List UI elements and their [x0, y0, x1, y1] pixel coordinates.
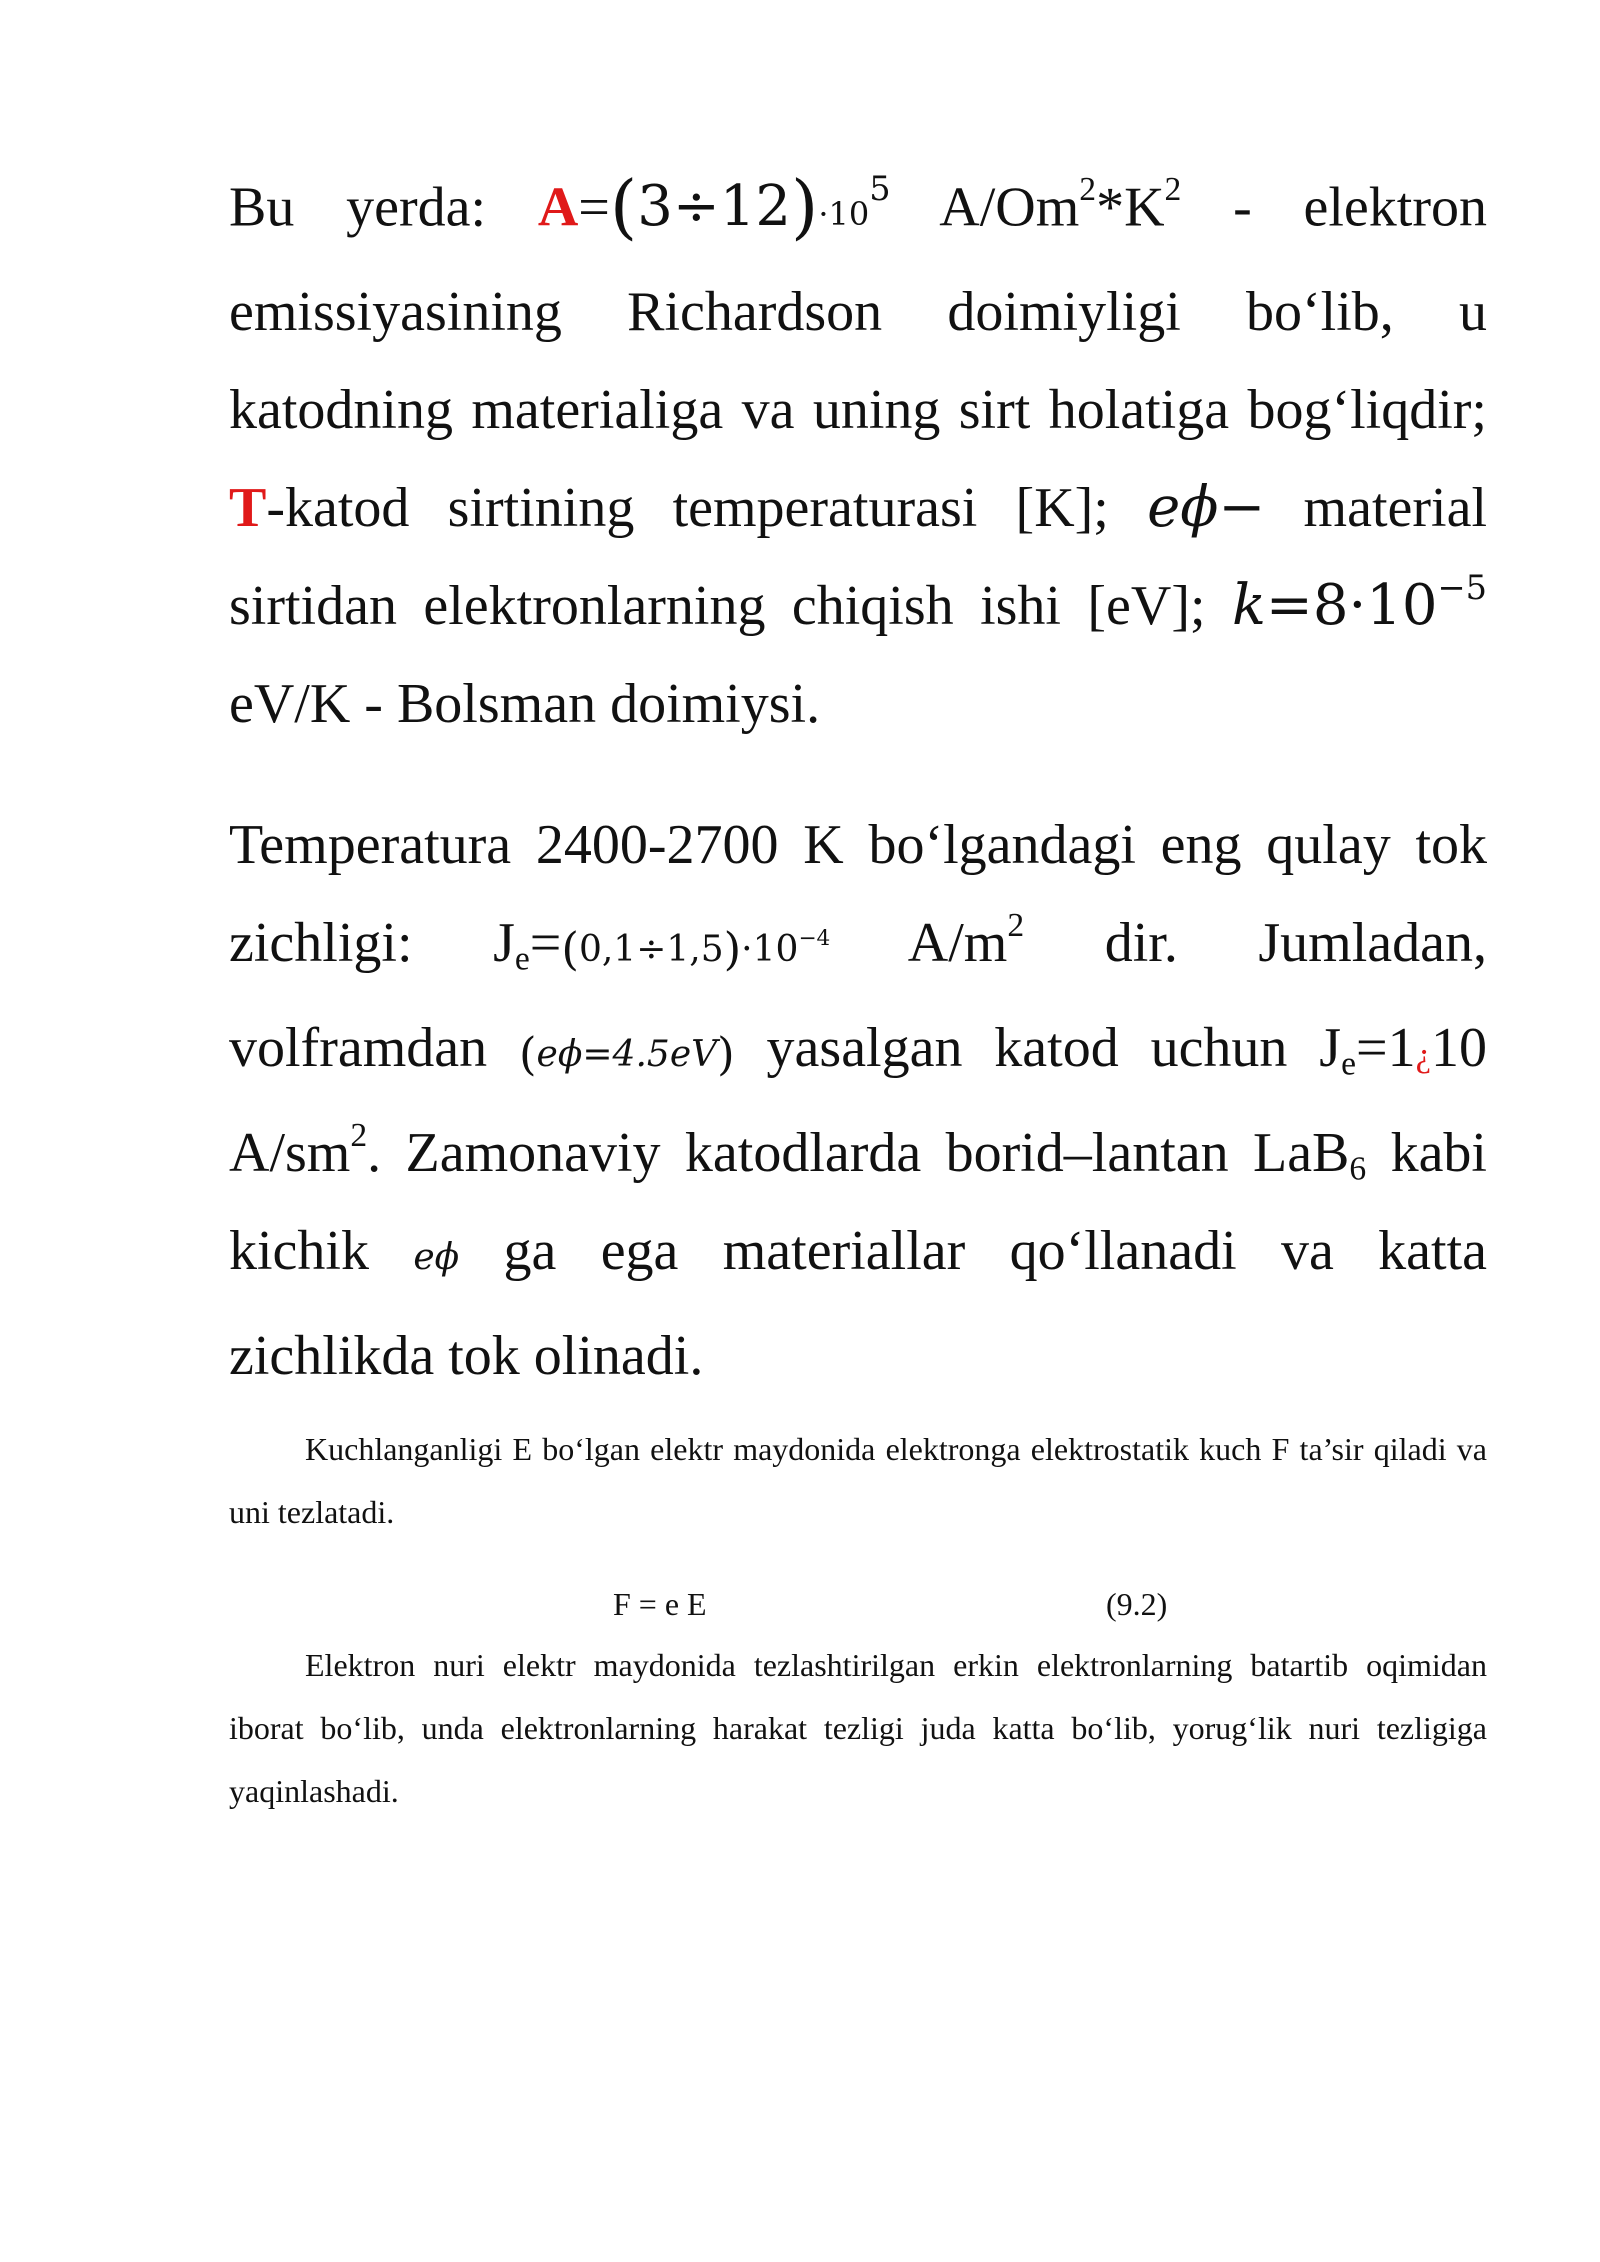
text-materials: ga ega materiallar qo‘llanadi va katta zichlikda tok olinadi.: [229, 1220, 1487, 1387]
symbol-k: k: [1231, 573, 1266, 639]
A-equals: =: [578, 176, 610, 239]
text-work-function: material sirtidan elektronlarning chiqish ishi [eV];: [229, 477, 1487, 638]
A-unit-b: *K: [1096, 176, 1165, 239]
A-value-formula: $(3\div 12)\cdot 10^5$: [609, 166, 891, 248]
A-power-exp: 5: [869, 169, 891, 209]
electron-beam-paragraph: Elektron nuri elektr maydonida tezlashtirilgan erkin elektronlarning batartib oqimidan iborat bo‘lib, unda elektronlarning harakat tezligi juda katta bo‘lib, yorug‘lik nuri tezligiga yaqinlashadi.: [229, 1647, 1487, 1809]
text-unit-am: A/m: [830, 912, 1008, 974]
symbol-T: T: [229, 477, 267, 540]
text-tungsten: dir. Jumladan, volframdan: [229, 912, 1488, 1079]
A-unit-a: A/Om: [890, 176, 1080, 239]
k-exponent: −5: [1437, 568, 1487, 608]
Je-range: 0,1÷1,5: [578, 929, 724, 970]
text-temperature: -katod sirtining temperaturasi [K];: [266, 477, 1148, 540]
symbol-dash: −: [1218, 475, 1266, 541]
symbol-ephi-2: eϕ: [413, 1237, 460, 1278]
richardson-paragraph: [229, 158, 1487, 753]
Je2-value-2: 10: [1431, 1017, 1488, 1079]
formula-expression: F = e E: [613, 1586, 707, 1622]
text-unit-asm: A/sm: [229, 1122, 351, 1184]
text-richardson: - elektron emissiyasining Richardson doimiyligi bo‘lib, u katodning materialiga va uning sirt holatiga bog‘liqdir;: [229, 176, 1487, 442]
unit-asm-sup: 2: [350, 1116, 368, 1154]
inverted-question-glyph: ¿: [1415, 1035, 1432, 1074]
A-unit-sup1: 2: [1079, 171, 1097, 209]
k-value: =8·10: [1265, 573, 1438, 639]
current-density-paragraph: [229, 796, 1487, 1405]
text-boltzmann: eV/K - Bolsman doimiysi.: [229, 673, 821, 736]
lab6-subscript: 6: [1349, 1150, 1367, 1188]
A-range: 3÷12: [637, 174, 791, 240]
text-small: kabi kichik: [229, 1122, 1487, 1282]
unit-am-sup: 2: [1007, 906, 1025, 944]
A-power-base: ·10: [818, 195, 870, 234]
Je2-value: =1: [1356, 1017, 1416, 1079]
Je-formula: $(0,1\div 1,5)\cdot 10^{-4}$: [561, 922, 831, 976]
Je-power-base: ·10: [741, 929, 799, 970]
Je2-subscript: e: [1341, 1045, 1356, 1083]
electrostatic-force-paragraph: Kuchlanganligi E bo‘lgan elektr maydonida elektronga elektrostatik kuch F ta’sir qiladi va uni tezlatadi.: [229, 1431, 1487, 1530]
A-unit-sup2: 2: [1164, 171, 1182, 209]
text-temperature-range: Temperatura 2400-2700 K bo‘lgandagi eng qulay tok zichligi: J: [229, 814, 1487, 974]
text-intro: Bu yerda:: [229, 176, 538, 239]
symbol-ephi: eϕ: [1147, 475, 1219, 541]
text-modern-cathodes: . Zamonaviy katodlarda borid–lantan LaB: [367, 1122, 1350, 1184]
symbol-A: A: [537, 176, 579, 239]
tungsten-ephi: eϕ=4.5: [536, 1034, 670, 1075]
Je-equals: =: [529, 912, 562, 974]
tungsten-unit: eV: [669, 1034, 718, 1075]
Je-power-exp: −4: [798, 925, 831, 951]
tungsten-work-function: (eϕ=4.5eV): [518, 1027, 735, 1081]
Je-subscript: e: [514, 940, 530, 978]
text-cathode: yasalgan katod uchun J: [734, 1017, 1342, 1079]
formula-number: (9.2): [1106, 1586, 1168, 1622]
